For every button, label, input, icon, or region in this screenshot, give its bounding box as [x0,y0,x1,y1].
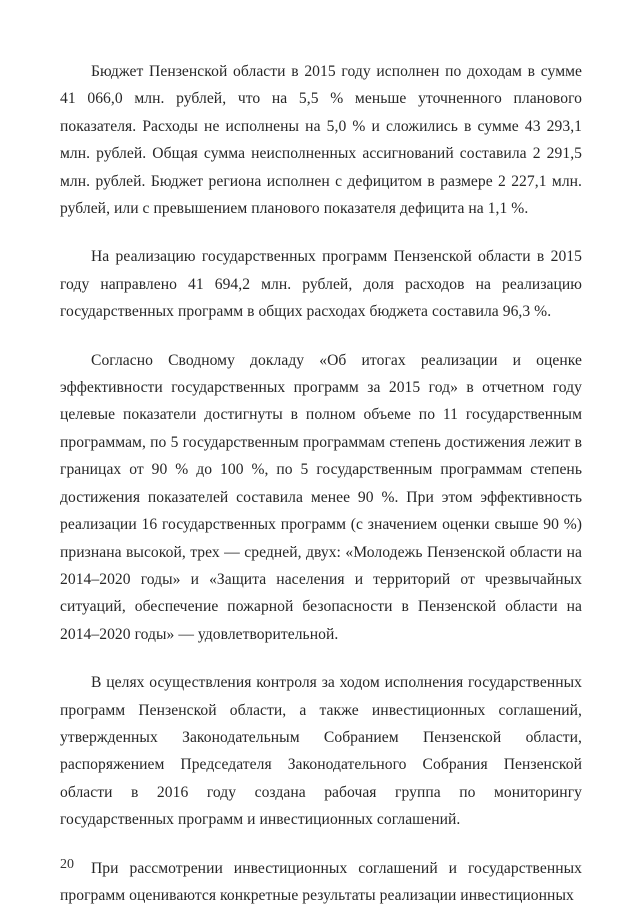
paragraph-working-group: В целях осуществления контроля за ходом исполнения государственных программ Пензенской области, а также инвестиционных соглашений, утвержденных Законодательным Собранием Пензенской области, распоряжением Председателя Законодательного Собрания Пензенской области в 2016 году создана рабочая группа по мониторингу государственных программ и инвестиционных соглашений. [60,674,582,829]
page-number: 20 [60,857,74,872]
body-text [60,58,582,909]
paragraph-budget-execution: Бюджет Пензенской области в 2015 году исполнен по доходам в сумме 41 066,0 млн. рублей, что на 5,5 % меньше уточненного планового показателя. Расходы не исполнены на 5,0 % и сложились в сумме 43 293,1 млн. рублей. Общая сумма неисполненных ассигнований составила 2 291,5 млн. рублей. Бюджет региона исполнен с дефицитом в размере 2 227,1 млн. рублей, или с превышением планового показателя дефицита на 1,1 %. [60,63,582,218]
paragraph-summary-report: Согласно Сводному докладу «Об итогах реализации и оценке эффективности государственных программ за 2015 год» в отчетном году целевые показатели достигнуты в полном объеме по 11 государственным программам, по 5 государственным программам степень достижения лежит в границах от 90 % до 100 %, по 5 государственным программам степень достижения показателей составила менее 90 %. При этом эффективность реализации 16 государственных программ (с значением оценки свыше 90 %) признана высокой, трех — средней, двух: «Молодежь Пензенской области на 2014–2020 годы» и «Защита населения и территорий от чрезвычайных ситуаций, обеспечение пожарной безопасности в Пензенской области на 2014–2020 годы» — удовлетворительной. [60,351,582,643]
paragraph-state-programs-spending: На реализацию государственных программ Пензенской области в 2015 году направлено 41 694,2 млн. рублей, доля расходов на реализацию государственных программ в общих расходах бюджета составила 96,3 %. [60,248,582,321]
paragraph-investment-agreements: При рассмотрении инвестиционных соглашений и государственных программ оцениваются конкретные результаты реализации инвестиционных [60,859,582,904]
